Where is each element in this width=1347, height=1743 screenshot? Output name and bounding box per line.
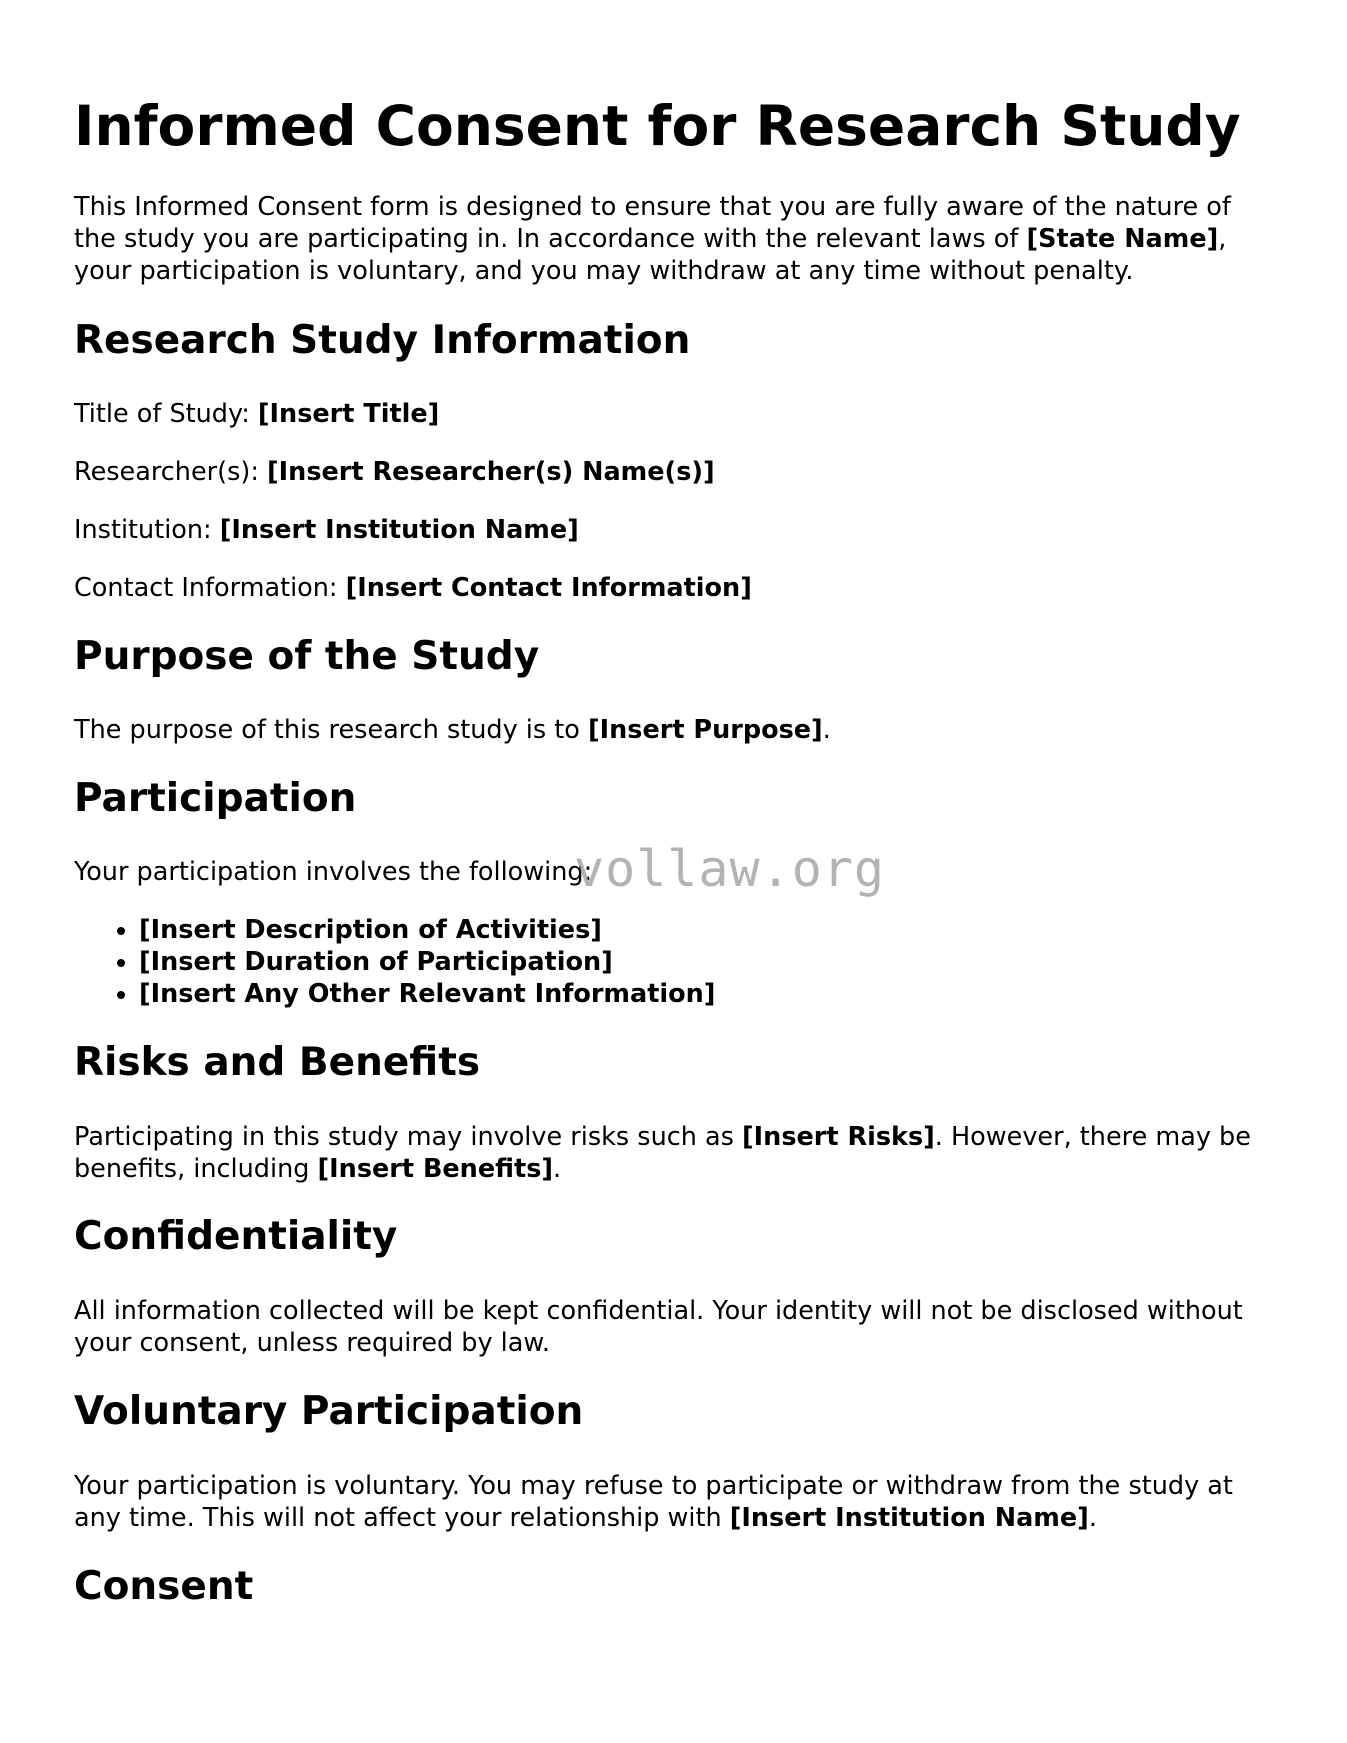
list-item: • [Insert Duration of Participation] <box>139 946 715 978</box>
participation-intro: Your participation involves the following: <box>74 857 593 887</box>
participation-list <box>74 914 715 1010</box>
institution-value: [Insert Institution Name] <box>219 515 579 545</box>
purpose-placeholder: [Insert Purpose] <box>587 715 823 745</box>
section-heading-consent: Consent <box>74 1564 254 1609</box>
section-heading-confidentiality: Confidentiality <box>74 1214 398 1259</box>
researcher-value: [Insert Researcher(s) Name(s)] <box>267 457 715 487</box>
voluntary-paragraph <box>74 1470 1274 1534</box>
list-item: • [Insert Any Other Relevant Information] <box>139 978 715 1010</box>
voluntary-placeholder: [Insert Institution Name] <box>729 1503 1089 1533</box>
purpose-text-before: The purpose of this research study is to <box>74 715 588 745</box>
voluntary-text-after: . <box>1088 1503 1097 1533</box>
section-heading-participation: Participation <box>74 776 357 821</box>
section-heading-voluntary: Voluntary Participation <box>74 1389 584 1434</box>
contact-line <box>74 572 1274 604</box>
intro-text-after: , your participation is voluntary, and you may withdraw at any time without penalty. <box>74 224 1227 286</box>
risks-placeholder: [Insert Risks] <box>742 1122 935 1152</box>
state-name-placeholder: [State Name] <box>1026 224 1219 254</box>
study-title-line <box>74 398 1274 430</box>
benefits-placeholder: [Insert Benefits] <box>317 1154 554 1184</box>
purpose-paragraph <box>74 714 1274 746</box>
intro-paragraph <box>74 191 1274 287</box>
study-title-label: Title of Study: <box>74 399 258 429</box>
watermark: vollaw.org <box>574 840 886 898</box>
contact-value: [Insert Contact Information] <box>345 573 752 603</box>
institution-line <box>74 514 1274 546</box>
purpose-text-after: . <box>822 715 831 745</box>
researcher-line <box>74 456 1274 488</box>
voluntary-text-before: Your participation is voluntary. You may refuse to participate or withdraw from the study at any time. This will not affect your relationship with <box>74 1471 1233 1533</box>
risks-text-3: . <box>553 1154 562 1184</box>
risks-paragraph <box>74 1121 1274 1185</box>
list-item: • [Insert Description of Activities] <box>139 914 715 946</box>
risks-text-2: . However, there may be benefits, including <box>74 1122 1251 1184</box>
contact-label: Contact Information: <box>74 573 346 603</box>
intro-text-before: This Informed Consent form is designed to ensure that you are fully aware of the nature of the study you are participating in. In accordance with the relevant laws of <box>74 192 1231 254</box>
researcher-label: Researcher(s): <box>74 457 268 487</box>
page-title: Informed Consent for Research Study <box>74 94 1241 158</box>
study-title-value: [Insert Title] <box>257 399 440 429</box>
section-heading-risks: Risks and Benefits <box>74 1040 481 1085</box>
section-heading-purpose: Purpose of the Study <box>74 634 540 679</box>
risks-text-1: Participating in this study may involve risks such as <box>74 1122 743 1152</box>
confidentiality-paragraph: All information collected will be kept confidential. Your identity will not be disclosed without your consent, unless required by law. <box>74 1296 1243 1358</box>
institution-label: Institution: <box>74 515 220 545</box>
section-heading-study-info: Research Study Information <box>74 318 691 363</box>
